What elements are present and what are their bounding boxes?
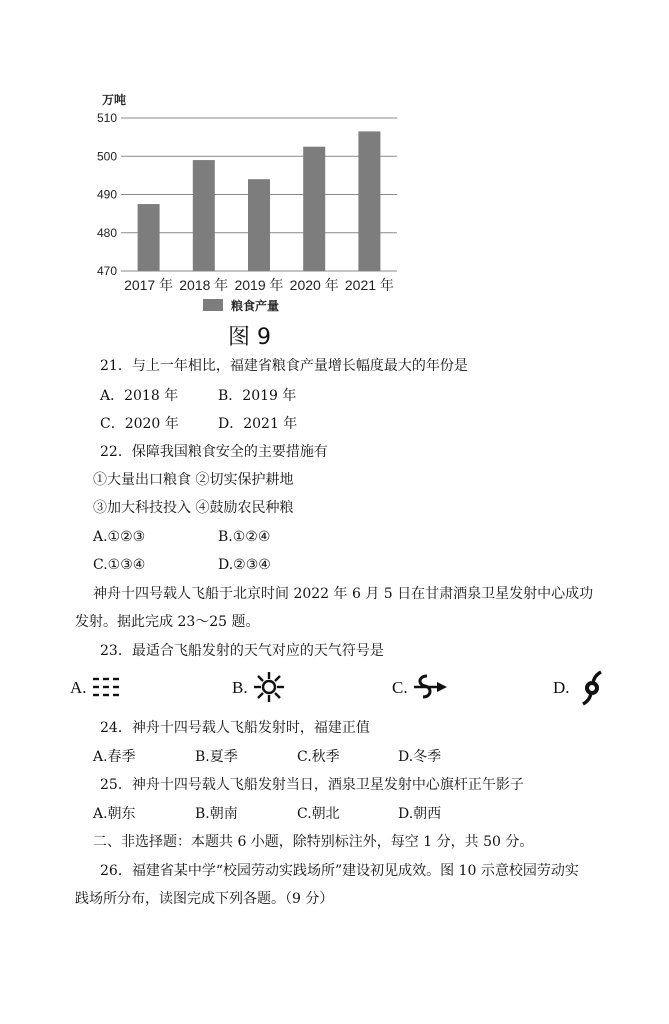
y-tick-label-470: 470 — [96, 264, 117, 278]
y-tick-label-490: 490 — [96, 187, 117, 202]
q21-stem: 21．与上一年相比，福建省粮食产量增长幅度最大的年份是 — [100, 358, 468, 374]
q26-line-2: 践场所分布，读图完成下列各题。（9 分） — [75, 891, 334, 907]
bar-1 — [193, 160, 215, 271]
passage-line-1: 神舟十四号载人飞船于北京时间 2022 年 6 月 5 日在甘肃酒泉卫星发射中心成功 — [93, 586, 594, 602]
bar-3 — [303, 147, 325, 271]
q21-option-a: A．2018 年 — [100, 388, 179, 404]
q24-option-d: D.冬季 — [398, 749, 442, 765]
q21-option-d: D．2021 年 — [218, 416, 298, 432]
bar-2 — [248, 179, 270, 271]
x-tick-label-3: 2020 年 — [289, 277, 339, 293]
q22-item-line-1: ①大量出口粮食 ②切实保护耕地 — [93, 472, 294, 488]
x-tick-label-0: 2017 年 — [124, 277, 174, 293]
x-tick-label-4: 2021 年 — [344, 277, 394, 293]
q25-option-b: B.朝南 — [195, 806, 238, 822]
grain-output-bar-chart — [95, 84, 415, 324]
bar-4 — [358, 131, 380, 271]
q23-label-a: A. — [70, 678, 87, 697]
legend-label: 粮食产量 — [231, 299, 280, 313]
q26-line-1: 26．福建省某中学“校园劳动实践场所”建设初见成效。图 10 示意校园劳动实 — [100, 863, 579, 879]
q24-option-b: B.夏季 — [195, 749, 238, 765]
q23-label-b: B. — [232, 678, 248, 697]
q24-option-c: C.秋季 — [297, 749, 340, 765]
q23-label-d: D. — [553, 678, 570, 697]
q22-stem: 22．保障我国粮食安全的主要措施有 — [100, 444, 328, 460]
q24-stem: 24．神舟十四号载人飞船发射时，福建正值 — [100, 720, 370, 736]
q21-option-c: C．2020 年 — [100, 416, 179, 432]
q22-option-a: A.①②③ — [93, 529, 146, 545]
figure-caption: 图 9 — [228, 325, 271, 350]
x-tick-label-1: 2018 年 — [179, 277, 229, 293]
x-tick-label-2: 2019 年 — [234, 277, 284, 293]
q22-option-c: C.①③④ — [93, 557, 146, 573]
y-tick-label-500: 500 — [96, 149, 117, 164]
y-tick-label-510: 510 — [96, 111, 117, 125]
sunny-symbol-icon — [253, 671, 285, 703]
q23-label-c: C. — [392, 678, 408, 697]
fog-symbol-icon — [92, 673, 122, 701]
section-2-heading: 二、非选择题：本题共 6 小题，除特别标注外，每空 1 分，共 50 分。 — [93, 834, 534, 850]
q22-item-line-2: ③加大科技投入 ④鼓励农民种粮 — [93, 500, 294, 516]
q21-option-b: B．2019 年 — [218, 388, 297, 404]
q25-option-d: D.朝西 — [398, 806, 442, 822]
typhoon-symbol-icon — [579, 670, 605, 706]
y-axis-label: 万吨 — [102, 93, 127, 107]
bar-0 — [138, 204, 160, 271]
q25-option-a: A.朝东 — [93, 806, 136, 822]
q25-option-c: C.朝北 — [297, 806, 340, 822]
y-tick-label-480: 480 — [96, 225, 117, 240]
wind-symbol-icon — [410, 672, 448, 702]
q23-stem: 23．最适合飞船发射的天气对应的天气符号是 — [100, 643, 384, 659]
q22-option-d: D.②③④ — [218, 557, 271, 573]
q22-option-b: B.①②④ — [218, 529, 271, 545]
passage-line-2: 发射。据此完成 23～25 题。 — [75, 614, 260, 630]
q24-option-a: A.春季 — [93, 749, 136, 765]
q25-stem: 25．神舟十四号载人飞船发射当日，酒泉卫星发射中心旗杆正午影子 — [100, 777, 524, 793]
legend-swatch — [203, 299, 223, 311]
